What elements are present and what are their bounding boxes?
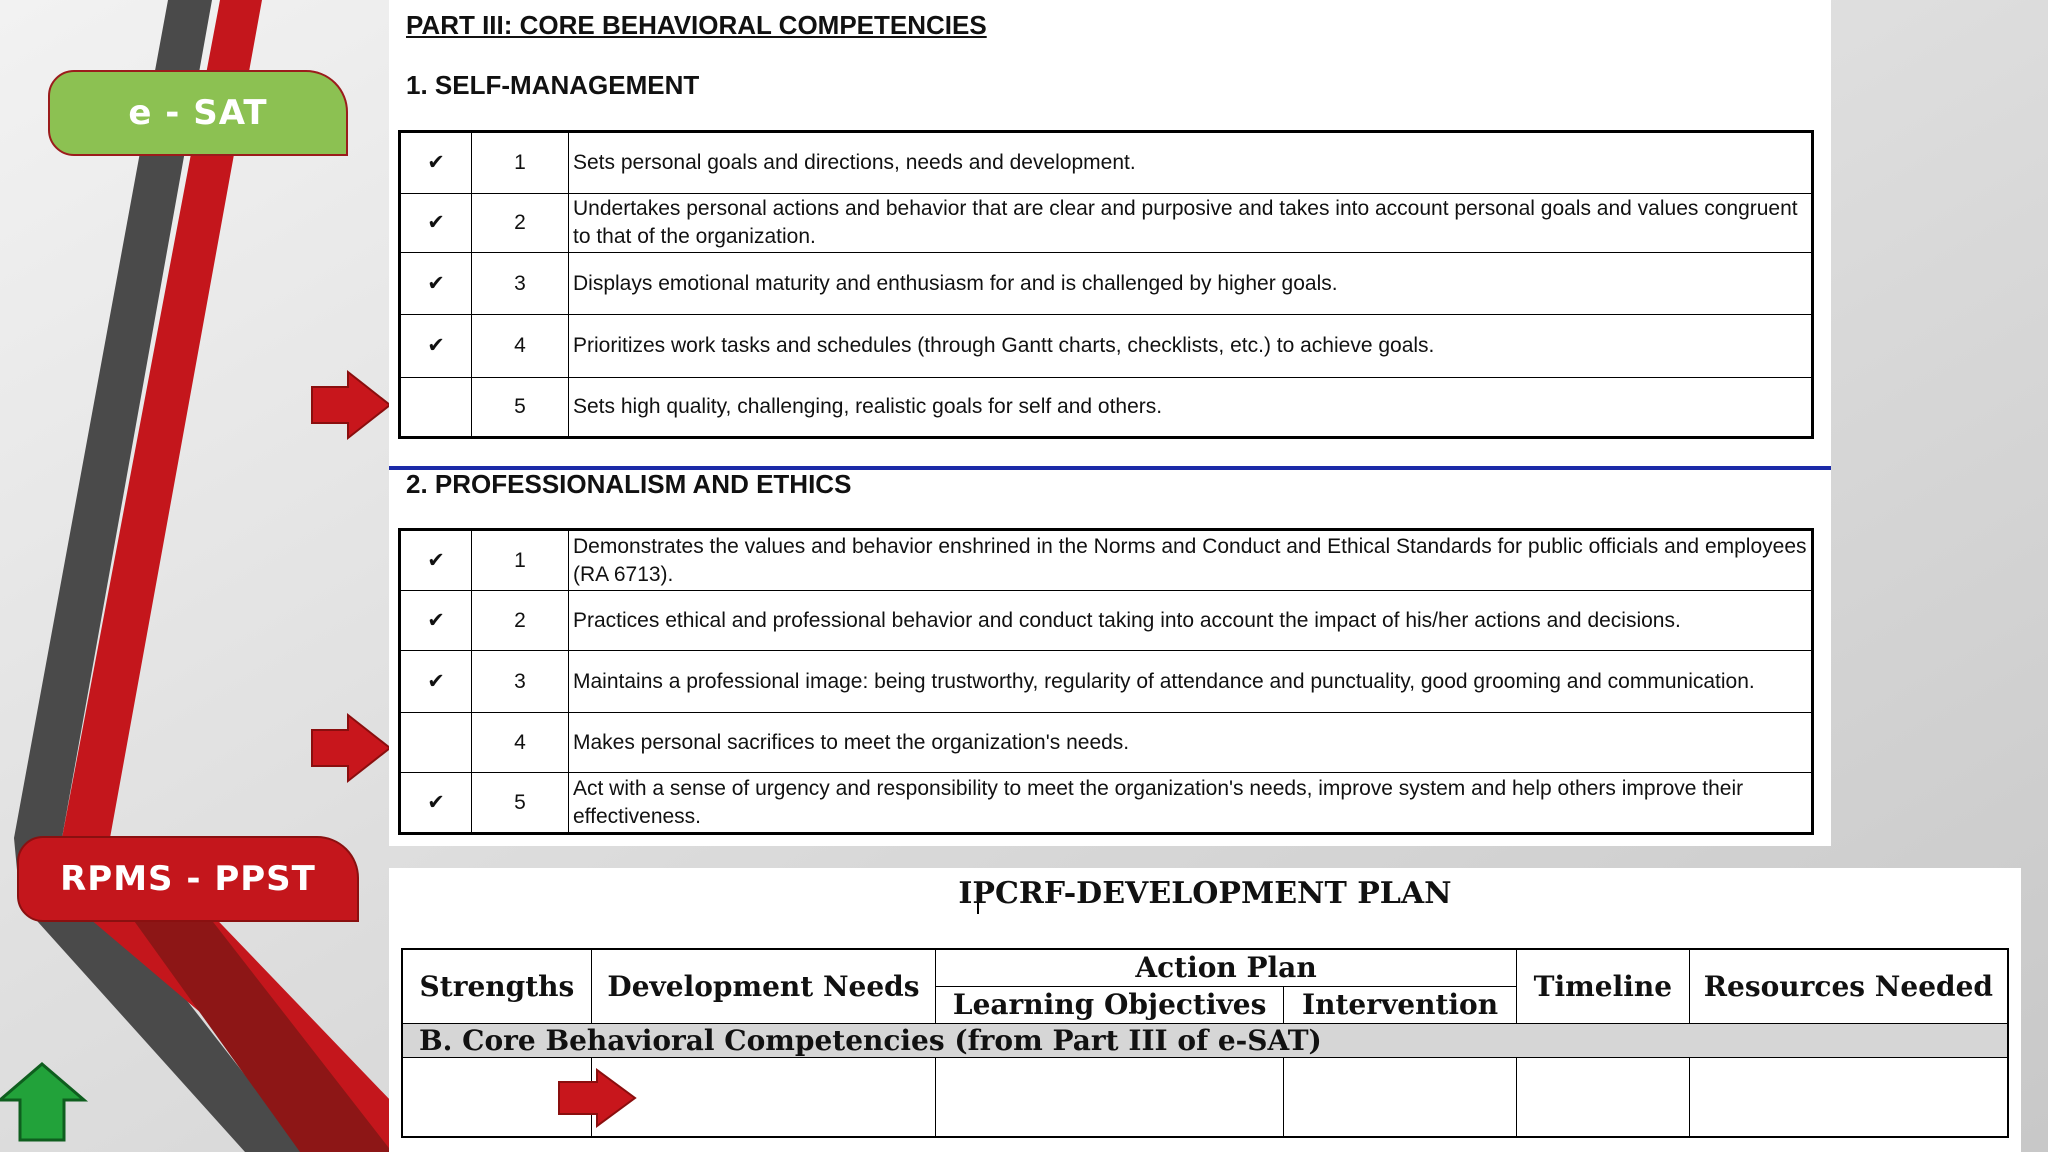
empty-cell[interactable] <box>591 1057 935 1137</box>
check-icon: ✔ <box>427 790 445 814</box>
empty-cell[interactable] <box>1284 1057 1517 1137</box>
rpms-ppst-tag <box>17 836 359 922</box>
table-header-row <box>402 949 2008 986</box>
professionalism-table <box>398 528 1814 835</box>
plan-title: IPCRF-DEVELOPMENT PLAN <box>958 876 1452 911</box>
check-cell <box>400 315 472 378</box>
table-row <box>400 378 1813 438</box>
esat-tag-label: e - SAT <box>128 93 268 133</box>
table-row <box>400 651 1813 713</box>
row-number: 3 <box>472 253 569 315</box>
core-competencies-panel <box>389 0 1831 846</box>
check-cell <box>400 713 472 773</box>
empty-cell[interactable] <box>1516 1057 1689 1137</box>
row-number: 1 <box>472 530 569 591</box>
header-learning-objectives: Learning Objectives <box>936 986 1284 1023</box>
row-number: 3 <box>472 651 569 713</box>
header-intervention: Intervention <box>1284 986 1517 1023</box>
competency-text: Displays emotional maturity and enthusiasm for and is challenged by higher goals. <box>569 253 1813 315</box>
header-strengths: Strengths <box>402 949 591 1023</box>
check-cell <box>400 591 472 651</box>
header-resources-needed: Resources Needed <box>1689 949 2008 1023</box>
check-icon: ✔ <box>427 211 445 234</box>
table-row <box>400 315 1813 378</box>
rpms-ppst-tag-label: RPMS - PPST <box>60 859 316 899</box>
table-row <box>402 1057 2008 1137</box>
table-row <box>400 253 1813 315</box>
check-cell <box>400 773 472 834</box>
header-development-needs: Development Needs <box>591 949 935 1023</box>
check-icon: ✔ <box>427 271 445 295</box>
check-icon: ✔ <box>427 669 445 693</box>
section-title-self-management: 1. SELF-MANAGEMENT <box>406 70 700 100</box>
check-cell <box>400 132 472 194</box>
section-title-professionalism: 2. PROFESSIONALISM AND ETHICS <box>406 469 852 499</box>
row-number: 4 <box>472 713 569 773</box>
competency-text: Sets personal goals and directions, needs and development. <box>569 132 1813 194</box>
check-cell <box>400 194 472 253</box>
competency-text: Demonstrates the values and behavior enshrined in the Norms and Conduct and Ethical Standards for public officials and employees (RA 6713). <box>569 530 1813 591</box>
table-row <box>400 713 1813 773</box>
check-cell <box>400 651 472 713</box>
row-number: 5 <box>472 378 569 438</box>
esat-tag <box>48 70 348 156</box>
table-row <box>400 591 1813 651</box>
table-row <box>400 773 1813 834</box>
development-plan-panel <box>389 868 2021 1152</box>
development-plan-table <box>401 948 2009 1138</box>
check-icon: ✔ <box>427 334 445 357</box>
table-row <box>400 132 1813 194</box>
section-band: B. Core Behavioral Competencies (from Part III of e-SAT) <box>402 1023 2008 1057</box>
part-title: PART III: CORE BEHAVIORAL COMPETENCIES <box>406 10 987 40</box>
section-band-row <box>402 1023 2008 1057</box>
check-icon: ✔ <box>427 608 445 632</box>
check-icon: ✔ <box>427 548 445 572</box>
row-number: 2 <box>472 591 569 651</box>
table-row <box>400 194 1813 253</box>
competency-text: Act with a sense of urgency and responsibility to meet the organization's needs, improve system and help others improve their effectiveness. <box>569 773 1813 834</box>
row-number: 5 <box>472 773 569 834</box>
empty-cell[interactable] <box>1689 1057 2008 1137</box>
competency-text: Makes personal sacrifices to meet the organization's needs. <box>569 713 1813 773</box>
header-timeline: Timeline <box>1516 949 1689 1023</box>
competency-text: Maintains a professional image: being trustworthy, regularity of attendance and punctuality, good grooming and communication. <box>569 651 1813 713</box>
row-number: 4 <box>472 315 569 378</box>
row-number: 2 <box>472 194 569 253</box>
right-arrow-icon <box>557 1068 637 1128</box>
competency-text: Sets high quality, challenging, realistic goals for self and others. <box>569 378 1813 438</box>
check-cell <box>400 253 472 315</box>
competency-text: Practices ethical and professional behavior and conduct taking into account the impact of his/her actions and decisions. <box>569 591 1813 651</box>
self-management-table <box>398 130 1814 439</box>
check-cell <box>400 530 472 591</box>
check-icon: ✔ <box>427 151 445 174</box>
competency-text: Undertakes personal actions and behavior that are clear and purposive and takes into account personal goals and values congruent to that of the organization. <box>569 194 1813 253</box>
competency-text: Prioritizes work tasks and schedules (through Gantt charts, checklists, etc.) to achieve goals. <box>569 315 1813 378</box>
row-number: 1 <box>472 132 569 194</box>
empty-cell[interactable] <box>936 1057 1284 1137</box>
table-row <box>400 530 1813 591</box>
header-action-plan: Action Plan <box>936 949 1517 986</box>
check-cell <box>400 378 472 438</box>
